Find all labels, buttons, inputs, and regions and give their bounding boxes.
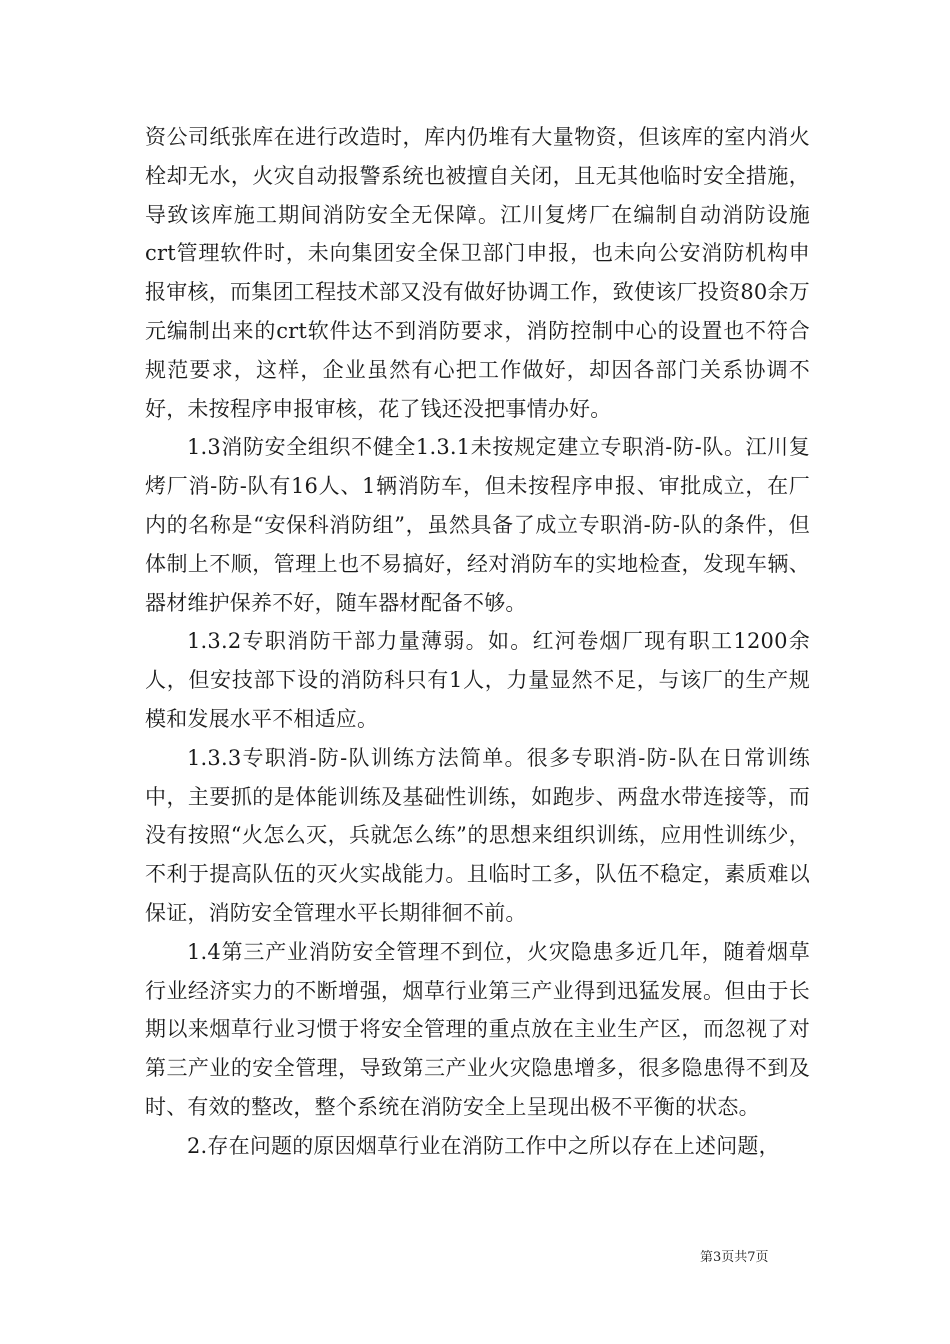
- body-paragraph-3: 1.3.2专职消防干部力量薄弱。如。红河卷烟厂现有职工1200余人，但安技部下设的消防科只有1人，力量显然不足，与该厂的生产规模和发展水平不相适应。: [145, 629, 810, 731]
- body-paragraph-5: 1.4第三产业消防安全管理不到位，火灾隐患多近几年，随着烟草行业经济实力的不断增强，烟草行业第三产业得到迅猛发展。但由于长期以来烟草行业习惯于将安全管理的重点放在主业生产区，而忽视了对第三产业的安全管理，导致第三产业火灾隐患增多，很多隐患得不到及时、有效的整改，整个系统在消防安全上呈现出极不平衡的状态。: [145, 939, 810, 1119]
- body-paragraph-1: 资公司纸张库在进行改造时，库内仍堆有大量物资，但该库的室内消火栓却无水，火灾自动报警系统也被擅自关闭，且无其他临时安全措施，导致该库施工期间消防安全无保障。江川复烤厂在编制自动消防设施crt管理软件时，未向集团安全保卫部门申报，也未向公安消防机构申报审核，而集团工程技术部又没有做好协调工作，致使该厂投资80余万元编制出来的crt软件达不到消防要求，消防控制中心的设置也不符合规范要求，这样，企业虽然有心把工作做好，却因各部门关系协调不好，未按程序申报审核，花了钱还没把事情办好。: [145, 125, 810, 421]
- document-page: [145, 118, 810, 1166]
- page-number-footer: 第3页共7页: [700, 1250, 769, 1265]
- body-paragraph-4: 1.3.3专职消-防-队训练方法简单。很多专职消-防-队在日常训练中，主要抓的是体能训练及基础性训练，如跑步、两盘水带连接等，而没有按照“火怎么灭，兵就怎么练”的思想来组织训练，应用性训练少，不利于提高队伍的灭火实战能力。且临时工多，队伍不稳定，素质难以保证，消防安全管理水平长期徘徊不前。: [145, 745, 810, 925]
- body-paragraph-2: 1.3消防安全组织不健全1.3.1未按规定建立专职消-防-队。江川复烤厂消-防-队有16人、1辆消防车，但未按程序申报、审批成立，在厂内的名称是“安保科消防组”，虽然具备了成立专职消-防-队的条件，但体制上不顺，管理上也不易搞好，经对消防车的实地检查，发现车辆、器材维护保养不好，随车器材配备不够。: [145, 435, 810, 615]
- body-paragraph-6: 2.存在问题的原因烟草行业在消防工作中之所以存在上述问题，: [187, 1133, 780, 1158]
